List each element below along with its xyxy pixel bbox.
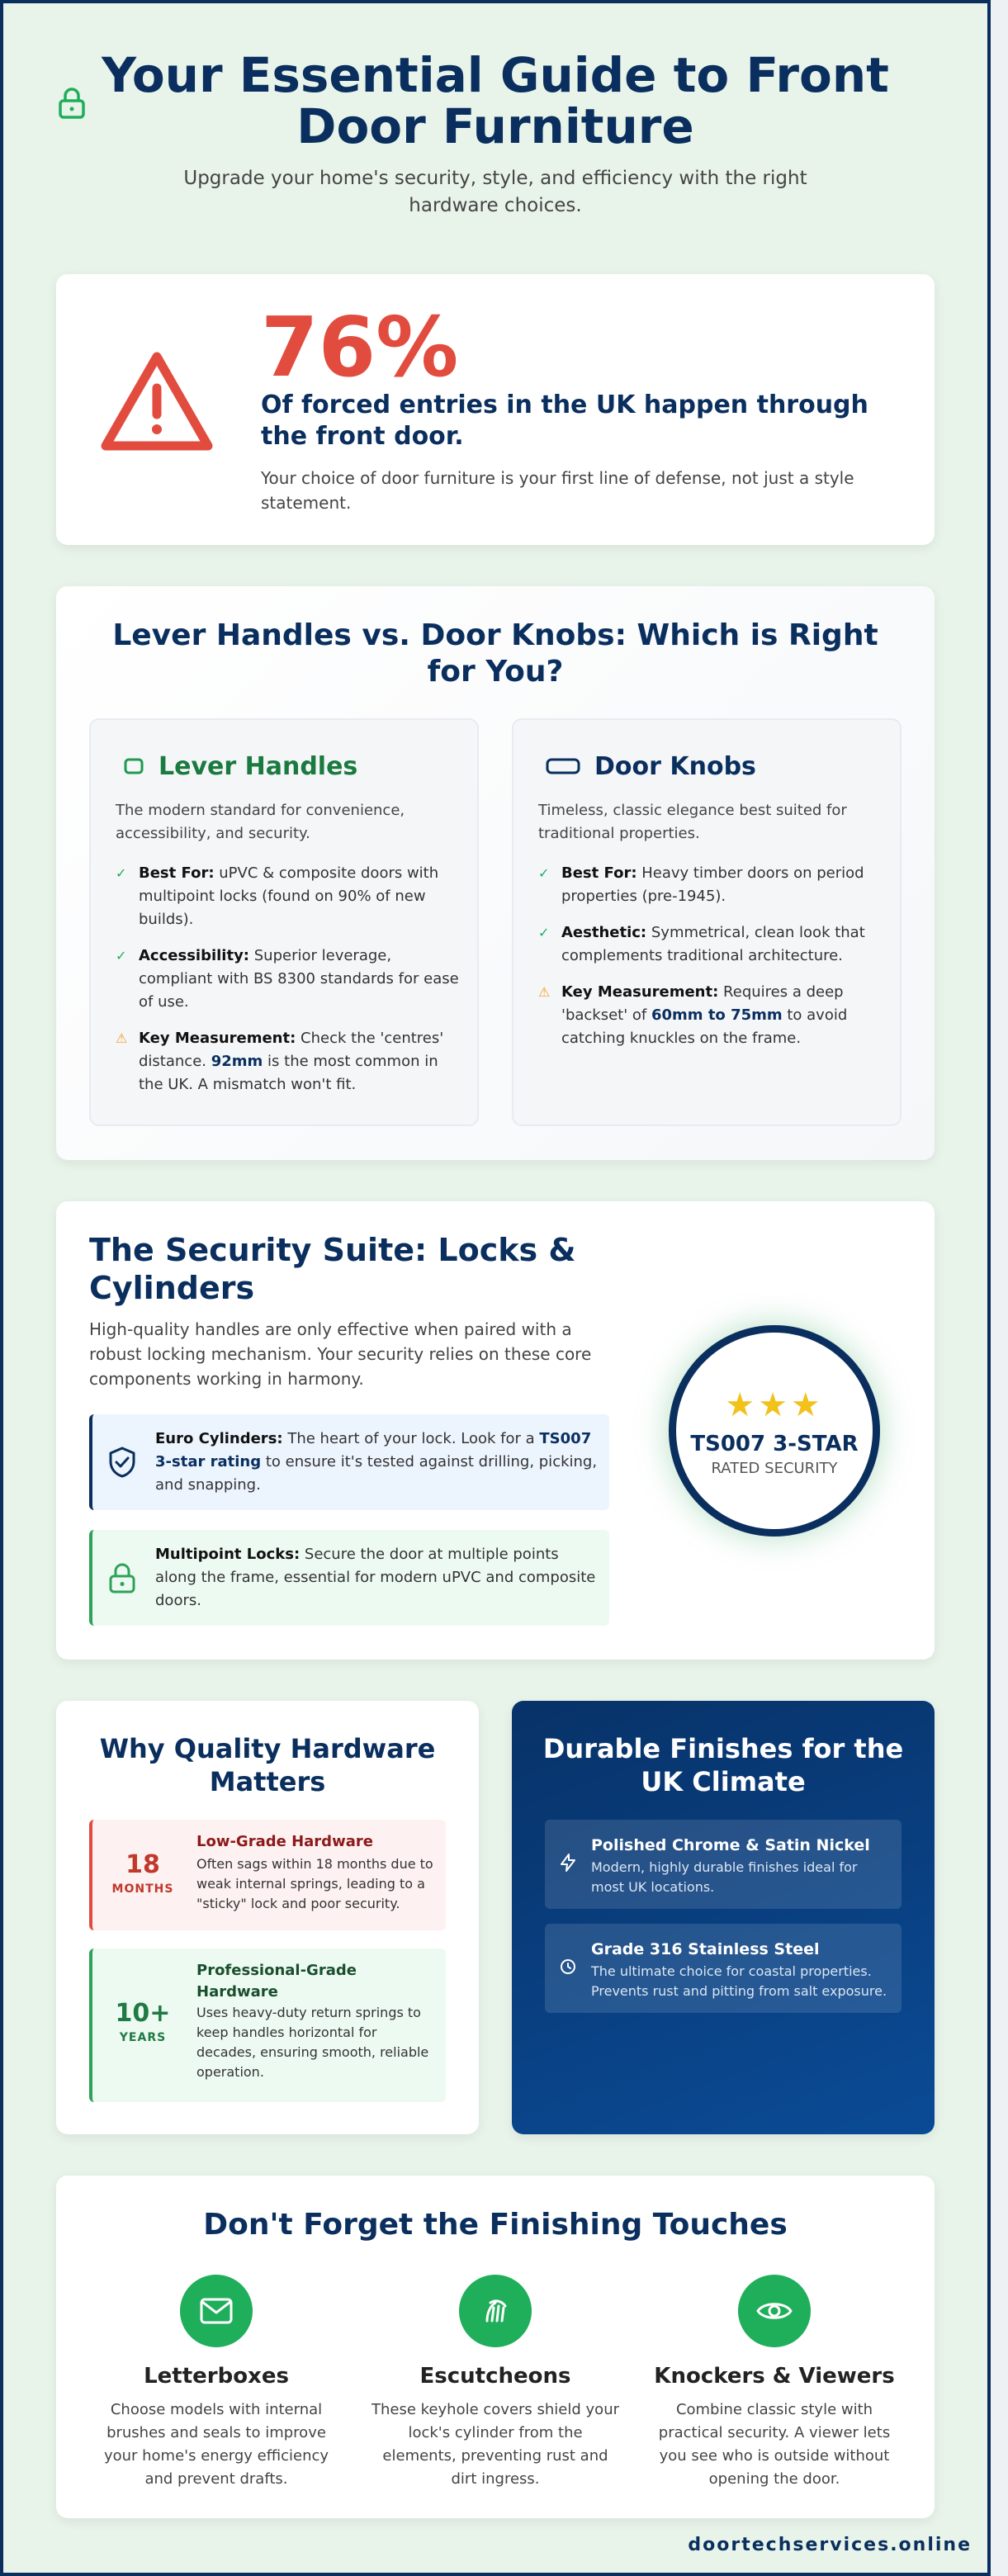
touch-text: Choose models with internal brushes and seals to improve your home's energy efficiency and prevent drafts. bbox=[103, 2401, 329, 2488]
warning-icon bbox=[99, 348, 215, 456]
finishing-touches-section bbox=[56, 2176, 935, 2518]
stat-description: Your choice of door furniture is your first line of defense, not just a style statement. bbox=[261, 468, 854, 513]
pro-grade-title: Professional-Grade Hardware bbox=[196, 1962, 357, 2001]
touch-title: Letterboxes bbox=[144, 2364, 289, 2389]
list-item: ✓ Accessibility: Superior leverage, compliant with BS 8300 standards for ease of use. bbox=[116, 945, 462, 1014]
pro-grade-card bbox=[89, 1949, 446, 2102]
badge-title: TS007 3-STAR bbox=[690, 1432, 859, 1456]
lever-handles-title: Lever Handles bbox=[159, 751, 358, 781]
euro-cylinders-text: Euro Cylinders: The heart of your lock. Look for a TS007 3-star rating to ensure it's tested against drilling, picking, and snapping. bbox=[155, 1430, 598, 1494]
quality-section bbox=[56, 1701, 479, 2134]
security-title: The Security Suite: Locks & Cylinders bbox=[89, 1232, 576, 1306]
header bbox=[50, 47, 941, 220]
stat-card bbox=[56, 274, 935, 545]
door-knobs-card bbox=[512, 718, 902, 1126]
multipoint-locks-text: Multipoint Locks: Secure the door at multiple points along the frame, essential for modern uPVC and composite doors. bbox=[155, 1546, 596, 1609]
pro-grade-text: Uses heavy-duty return springs to keep handles horizontal for decades, ensuring smooth, reliable operation. bbox=[196, 2005, 429, 2080]
finish-title: Polished Chrome & Satin Nickel bbox=[591, 1836, 870, 1854]
door-knobs-points bbox=[538, 862, 885, 1063]
multipoint-locks-card bbox=[89, 1530, 609, 1626]
check-icon: ✓ bbox=[116, 948, 127, 964]
door-knobs-intro: Timeless, classic elegance best suited for traditional properties. bbox=[538, 802, 847, 842]
finishing-touches-title: Don't Forget the Finishing Touches bbox=[203, 2208, 788, 2242]
shield-hand-icon bbox=[459, 2275, 532, 2347]
low-grade-card bbox=[89, 1820, 446, 1930]
check-icon: ✓ bbox=[538, 925, 550, 940]
touch-title: Escutcheons bbox=[419, 2364, 571, 2389]
lever-handles-points bbox=[116, 862, 462, 1110]
badge-subtitle: RATED SECURITY bbox=[711, 1460, 838, 1477]
stat-value: 76% bbox=[261, 299, 459, 395]
page-subtitle: Upgrade your home's security, style, and efficiency with the right hardware choices. bbox=[183, 168, 807, 216]
lever-handles-intro: The modern standard for convenience, accessibility, and security. bbox=[116, 802, 405, 842]
low-grade-title: Low-Grade Hardware bbox=[196, 1833, 373, 1850]
footer-site-link[interactable]: doortechservices.online bbox=[688, 2535, 972, 2555]
lock-icon bbox=[107, 1561, 137, 1594]
low-grade-stat: 18 MONTHS bbox=[111, 1850, 174, 1896]
touch-title: Knockers & Viewers bbox=[654, 2364, 895, 2389]
finish-text: The ultimate choice for coastal properties. Prevents rust and pitting from salt exposure. bbox=[591, 1963, 887, 1999]
list-item: ⚠ Key Measurement: Requires a deep 'backset' of 60mm to 75mm to avoid catching knuckles on the frame. bbox=[538, 981, 885, 1050]
touch-item-knockers bbox=[642, 2275, 906, 2491]
warning-small-icon: ⚠ bbox=[116, 1030, 128, 1046]
envelope-icon bbox=[180, 2275, 253, 2347]
door-knobs-title: Door Knobs bbox=[594, 751, 756, 781]
page-title: Your Essential Guide to Front Door Furniture bbox=[102, 47, 889, 154]
list-item: ✓ Best For: uPVC & composite doors with multipoint locks (found on 90% of new builds). bbox=[116, 862, 462, 931]
check-icon: ✓ bbox=[538, 865, 550, 881]
star-rating-icon: ★★★ bbox=[725, 1386, 824, 1424]
door-knobs-header bbox=[545, 750, 756, 783]
pro-grade-stat: 10+ YEARS bbox=[115, 1999, 171, 2044]
finishes-section bbox=[512, 1701, 935, 2134]
lock-icon bbox=[58, 87, 86, 120]
low-grade-text: Often sags within 18 months due to weak internal springs, leading to a "sticky" lock and poor security. bbox=[196, 1856, 433, 1911]
finish-title: Grade 316 Stainless Steel bbox=[591, 1940, 820, 1958]
lever-handle-icon bbox=[122, 756, 145, 776]
warning-small-icon: ⚠ bbox=[538, 984, 551, 1000]
finish-item bbox=[545, 1924, 902, 2013]
stat-headline: Of forced entries in the UK happen through the front door. bbox=[261, 391, 868, 451]
list-item: ✓ Best For: Heavy timber doors on period properties (pre-1945). bbox=[538, 862, 885, 908]
page-scrollbar-gutter bbox=[991, 0, 1008, 2576]
security-intro: High-quality handles are only effective when paired with a robust locking mechanism. Your security relies on these core components working in harmony. bbox=[89, 1319, 592, 1389]
lever-handles-card bbox=[89, 718, 479, 1126]
euro-cylinders-card bbox=[89, 1414, 609, 1510]
shield-check-icon bbox=[107, 1446, 137, 1479]
security-rating-badge bbox=[669, 1325, 880, 1537]
finishes-title: Durable Finishes for the UK Climate bbox=[542, 1733, 904, 1797]
comparison-title: Lever Handles vs. Door Knobs: Which is Right for You? bbox=[112, 618, 878, 689]
finish-item bbox=[545, 1820, 902, 1909]
bolt-icon bbox=[558, 1853, 578, 1873]
touch-item-letterboxes bbox=[84, 2275, 348, 2491]
security-section bbox=[56, 1201, 935, 1660]
touch-text: These keyhole covers shield your lock's cylinder from the elements, preventing rust and dirt ingress. bbox=[371, 2401, 619, 2488]
door-knob-icon bbox=[545, 756, 581, 776]
finish-text: Modern, highly durable finishes ideal for most UK locations. bbox=[591, 1859, 858, 1895]
clock-icon bbox=[558, 1957, 578, 1977]
touch-text: Combine classic style with practical security. A viewer lets you see who is outside without opening the door. bbox=[658, 2401, 891, 2488]
touch-item-escutcheons bbox=[363, 2275, 627, 2491]
lever-handles-header bbox=[122, 750, 357, 783]
list-item: ⚠ Key Measurement: Check the 'centres' distance. 92mm is the most common in the UK. A mismatch won't fit. bbox=[116, 1027, 462, 1096]
list-item: ✓ Aesthetic: Symmetrical, clean look that complements traditional architecture. bbox=[538, 921, 885, 968]
eye-icon bbox=[738, 2275, 811, 2347]
comparison-section bbox=[56, 586, 935, 1160]
check-icon: ✓ bbox=[116, 865, 127, 881]
quality-title: Why Quality Hardware Matters bbox=[99, 1733, 436, 1797]
